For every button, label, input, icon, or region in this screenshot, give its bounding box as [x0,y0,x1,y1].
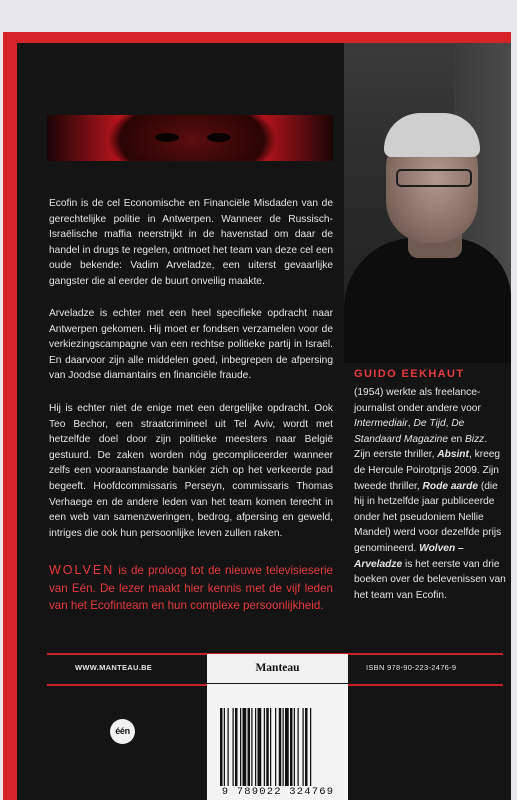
barcode-bar [275,708,276,786]
barcode-digits: 9 789022 324769 [221,786,335,798]
barcode-bar [310,708,311,786]
barcode-bar [224,708,225,786]
author-bio-segment: , [445,418,452,430]
author-bio-segment: De Standaard Magazine [354,418,465,445]
barcode-bar [220,708,223,786]
barcode-bar [298,708,299,786]
publisher-name: Manteau [207,654,348,683]
book-back-cover [3,32,511,800]
author-photo [344,43,511,363]
cover-panel [17,43,511,800]
barcode-bar [243,708,247,786]
author-bio-segment: (die hij in hetzelfde jaar publiceerde onder het pseudoniem Nellie Mandel) werd voor dezelfde prijs genomineerd. [354,480,502,554]
author-bio-segment: Rode aarde [422,480,479,492]
author-bio-segment: De Tijd [413,418,446,430]
isbn-number: ISBN 978-90-223-2476-9 [366,663,457,672]
barcode-bar [294,708,295,786]
barcode-bar [270,708,271,786]
author-bio-segment: Absint [437,449,469,461]
author-bio-segment: is het eerste van drie boeken over de belevenissen van het team van Ecofin. [354,558,506,601]
barcode-bar [290,708,293,786]
barcode-bar [283,708,284,786]
author-bio-segment: (1954) werkte als freelance-journalist onder andere voor [354,387,481,414]
barcode-bar [251,708,252,786]
barcode-bar [240,708,241,786]
author-bio-segment: Bizz [465,433,485,445]
blurb-paragraph-3: Hij is echter niet de enige met een dergelijke opdracht. Ook Teo Bechor, een straatcrimineel uit Tel Aviv, wordt met hetzelfde doel door zijn politieke meesters naar België gestuurd. De zaken worden nóg gecompliceerder wanneer zelfs een vooraanstaande bankier zich op het verkeerde pad begeeft. Hoofdcommissaris Perseyn, commissaris Thomas Verhaege en de andere leden van het team komen terecht in een web van samenzweringen, bedrog, afpersing en geweld, intriges die ook hun persoonlijke leven zullen raken. [49,403,333,539]
barcode-bar [285,708,289,786]
author-bio-segment: en [448,433,466,445]
blurb-paragraph-2: Arveladze is echter met een heel specifieke opdracht naar Antwerpen gekomen. Hij moet er fondsen verzamelen voor de verkiezingscampagne van een rechtse politieke partij in Israël. En daarvoor zijn alle middelen goed, inbegrepen de afpersing van Joodse diamantairs en financiële fraude. [49,308,333,382]
publisher-website: WWW.MANTEAU.BE [75,663,153,672]
barcode-bar [248,708,251,786]
barcode-bar [255,708,256,786]
blurb-paragraph-1: Ecofin is de cel Economische en Financiële Misdaden van de gerechtelijke politie in Antwerpen. Wanneer de Russisch-Israëlische maffia neerstrijkt in de havenstad om daar de handel in drugs te regelen, ontmoet het team van deze cel een oude bekende: Vadim Arveladze, een uiterst gevaarlijke gangster die al eerder de buurt onveilig maakte. [49,198,333,287]
author-bio-segment: , [407,418,414,430]
eyes-banner-image [47,115,333,161]
barcode-icon [220,708,338,786]
author-name: GUIDO EEKHAUT [354,368,465,380]
barcode-bar [235,708,238,786]
author-bio-segment: Wolven – Arveladze [354,542,464,570]
barcode-bar [279,708,282,786]
author-bio-segment: . Zijn eerste thriller, [354,433,488,461]
een-logo: één [110,719,135,744]
author-bio-segment: , kreeg de Hercule Poirotprijs 2009. Zijn tweede thriller, [354,449,501,492]
barcode-bar [233,708,234,786]
series-promo-text: is de proloog tot de nieuwe televisieserie van Eén. De lezer maakt hier kennis met de vijf leden van het Ecofinteam en hun complexe persoonlijkheid. [49,564,333,612]
barcode-bar [303,708,304,786]
barcode-bar [264,708,265,786]
barcode-bar [228,708,229,786]
author-bio [354,385,506,603]
barcode-bar [258,708,262,786]
barcode-bar [305,708,308,786]
series-promo [49,562,333,615]
barcode [207,684,348,800]
barcode-bar [266,708,269,786]
author-bio-segment: Intermediair [354,418,408,430]
series-title: WOLVEN [49,563,115,577]
